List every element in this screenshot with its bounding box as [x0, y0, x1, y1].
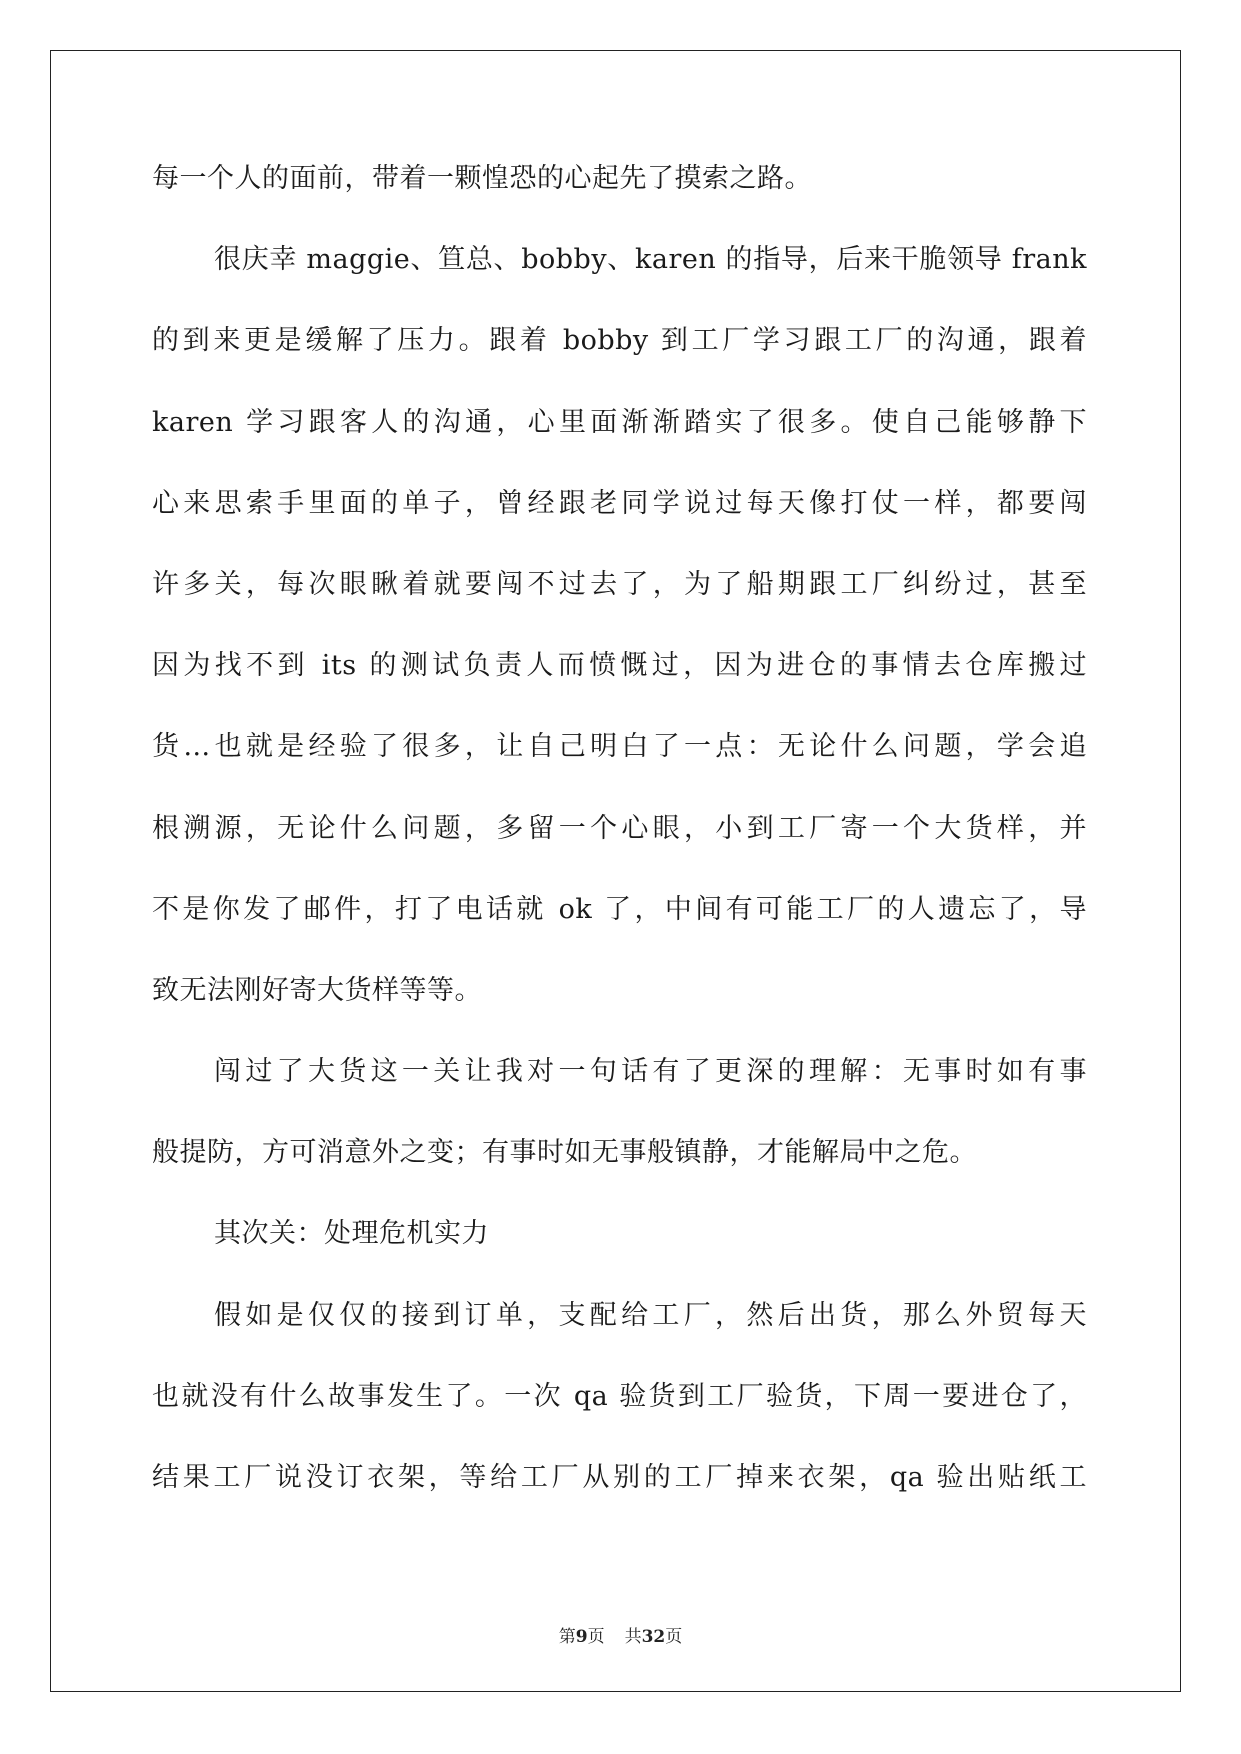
text-line: 心来思索手里面的单子，曾经跟老同学说过每天像打仗一样，都要闯	[152, 487, 1087, 519]
document-body	[152, 165, 1087, 1545]
text-line: 根溯源，无论什么问题，多留一个心眼，小到工厂寄一个大货样，并	[152, 812, 1087, 844]
footer-page-suffix: 页	[587, 1627, 605, 1647]
text-line: 闯过了大货这一关让我对一句话有了更深的理解：无事时如有事	[214, 1056, 1087, 1088]
footer-total-suffix: 页	[665, 1627, 683, 1647]
total-pages-number: 32	[641, 1627, 666, 1647]
text-line: 假如是仅仅的接到订单，支配给工厂，然后出货，那么外贸每天	[214, 1299, 1087, 1331]
text-line: 其次关：处理危机实力	[214, 1218, 489, 1250]
text-line: 结果工厂说没订衣架，等给工厂从别的工厂掉来衣架，qa 验出贴纸工	[152, 1462, 1087, 1493]
text-line: 不是你发了邮件，打了电话就 ok 了，中间有可能工厂的人遗忘了，导	[152, 893, 1087, 925]
text-line: 货…也就是经验了很多，让自己明白了一点：无论什么问题，学会追	[152, 731, 1087, 763]
text-line: 致无法刚好寄大货样等等。	[152, 974, 482, 1006]
text-line: karen 学习跟客人的沟通，心里面渐渐踏实了很多。使自己能够静下	[152, 406, 1087, 438]
text-line: 许多关，每次眼瞅着就要闯不过去了，为了船期跟工厂纠纷过，甚至	[152, 568, 1087, 600]
text-line: 每一个人的面前，带着一颗惶恐的心起先了摸索之路。	[152, 163, 812, 194]
text-line: 很庆幸 maggie、笪总、bobby、karen 的指导，后来干脆领导 frank	[214, 244, 1087, 276]
text-line: 般提防，方可消意外之变；有事时如无事般镇静，才能解局中之危。	[152, 1137, 977, 1169]
text-line: 因为找不到 its 的测试负责人而愤慨过，因为进仓的事情去仓库搬过	[152, 650, 1087, 682]
page-footer	[0, 1622, 1241, 1647]
text-line: 也就没有什么故事发生了。一次 qa 验货到工厂验货，下周一要进仓了，	[152, 1380, 1087, 1412]
text-line: 的到来更是缓解了压力。跟着 bobby 到工厂学习跟工厂的沟通，跟着	[152, 325, 1087, 357]
footer-total-prefix: 共	[624, 1627, 642, 1647]
current-page-number: 9	[575, 1627, 588, 1647]
footer-prefix: 第	[558, 1627, 576, 1647]
